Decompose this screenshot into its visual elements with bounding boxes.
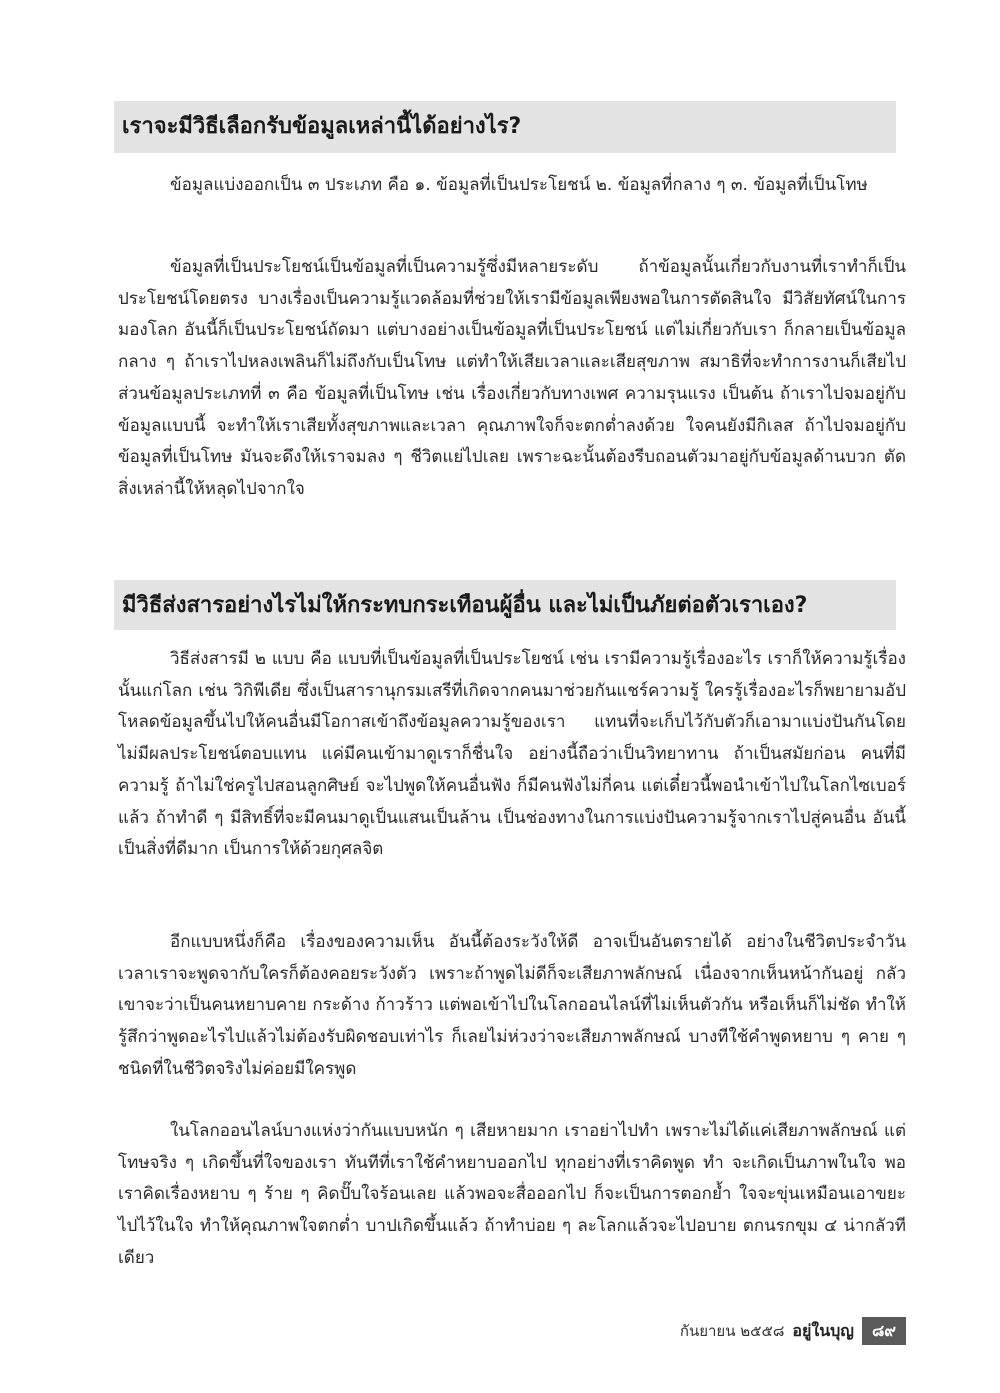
page-number: ๘๙ [862,1317,906,1345]
paragraph-useful-information: ข้อมูลที่เป็นประโยชน์เป็นข้อมูลที่เป็นความรู้ซึ่งมีหลายระดับ ถ้าข้อมูลนั้นเกี่ยวกับงานที่เราทำก็เป็นประโยชน์โดยตรง บางเรื่องเป็นความรู้แวดล้อมที่ช่วยให้เรามีข้อมูลเพียงพอในการตัดสินใจ มีวิสัยทัศน์ในการมองโลก อันนี้ก็เป็นประโยชน์ถัดมา แต่บางอย่างเป็นข้อมูลที่เป็นประโยชน์ แต่ไม่เกี่ยวกับเรา ก็กลายเป็นข้อมูลกลาง ๆ ถ้าเราไปหลงเพลินก็ไม่ถึงกับเป็นโทษ แต่ทำให้เสียเวลาและเสียสุขภาพ สมาธิที่จะทำการงานก็เสียไป ส่วนข้อมูลประเภทที่ ๓ คือ ข้อมูลที่เป็นโทษ เช่น เรื่องเกี่ยวกับทางเพศ ความรุนแรง เป็นต้น ถ้าเราไปจมอยู่กับข้อมูลแบบนี้ จะทำให้เราเสียทั้งสุขภาพและเวลา คุณภาพใจก็จะตกต่ำลงด้วย ใจคนยังมีกิเลส ถ้าไปจมอยู่กับข้อมูลที่เป็นโทษ มันจะดึงให้เราจมลง ๆ ชีวิตแย่ไปเลย เพราะฉะนั้นต้องรีบถอนตัวมาอยู่กับข้อมูลด้านบวก ตัดสิ่งเหล่านี้ให้หลุดไปจากใจ [118,257,906,499]
magazine-title: อยู่ในบุญ [792,1320,854,1340]
issue-date: กันยายน ๒๕๕๘ [679,1322,785,1340]
section-heading-choose-information: เราจะมีวิธีเลือกรับข้อมูลเหล่านี้ได้อย่างไร? [114,101,896,153]
paragraph-opinions-online: อีกแบบหนึ่งก็คือ เรื่องของความเห็น อันนี้ต้องระวังให้ดี อาจเป็นอันตรายได้ อย่างในชีวิตประจำวัน เวลาเราจะพูดจากับใครก็ต้องคอยระวังตัว เพราะถ้าพูดไม่ดีก็จะเสียภาพลักษณ์ เนื่องจากเห็นหน้ากันอยู่ กลัวเขาจะว่าเป็นคนหยาบคาย กระด้าง ก้าวร้าว แต่พอเข้าไปในโลกออนไลน์ที่ไม่เห็นตัวกัน หรือเห็นก็ไม่ชัด ทำให้รู้สึกว่าพูดอะไรไปแล้วไม่ต้องรับผิดชอบเท่าไร ก็เลยไม่ห่วงว่าจะเสียภาพลักษณ์ บางทีใช้คำพูดหยาบ ๆ คาย ๆ ชนิดที่ในชีวิตจริงไม่ค่อยมีใครพูด [118,932,906,1079]
page-footer [680,1316,906,1346]
paragraph-harsh-words: ในโลกออนไลน์บางแห่งว่ากันแบบหนัก ๆ เสียหายมาก เราอย่าไปทำ เพราะไม่ได้แค่เสียภาพลักษณ์ แต่โทษจริง ๆ เกิดขึ้นที่ใจของเรา ทันทีที่เราใช้คำหยาบออกไป ทุกอย่างที่เราคิดพูด ทำ จะเกิดเป็นภาพในใจ พอเราคิดเรื่องหยาบ ๆ ร้าย ๆ คิดปั๊บใจร้อนเลย แล้วพอจะสื่อออกไป ก็จะเป็นการตอกย้ำ ใจจะขุ่นเหมือนเอาขยะไปไว้ในใจ ทำให้คุณภาพใจตกต่ำ บาปเกิดขึ้นแล้ว ถ้าทำบ่อย ๆ ละโลกแล้วจะไปอบาย ตกนรกขุม ๔ น่ากลัวทีเดียว [118,1121,906,1268]
paragraph-information-types: ข้อมูลแบ่งออกเป็น ๓ ประเภท คือ ๑. ข้อมูลที่เป็นประโยชน์ ๒. ข้อมูลที่กลาง ๆ ๓. ข้อมูลที่เป็นโทษ [170,175,868,195]
paragraph-sharing-knowledge: วิธีส่งสารมี ๒ แบบ คือ แบบที่เป็นข้อมูลที่เป็นประโยชน์ เช่น เรามีความรู้เรื่องอะไร เราก็ให้ความรู้เรื่องนั้นแก่โลก เช่น วิกิพีเดีย ซึ่งเป็นสารานุกรมเสรีที่เกิดจากคนมาช่วยกันแชร์ความรู้ ใครรู้เรื่องอะไรก็พยายามอัปโหลดข้อมูลขึ้นไปให้คนอื่นมีโอกาสเข้าถึงข้อมูลความรู้ของเรา แทนที่จะเก็บไว้กับตัวก็เอามาแบ่งปันกันโดยไม่มีผลประโยชน์ตอบแทน แค่มีคนเข้ามาดูเราก็ชื่นใจ อย่างนี้ถือว่าเป็นวิทยาทาน ถ้าเป็นสมัยก่อน คนที่มีความรู้ ถ้าไม่ใช่ครูไปสอนลูกศิษย์ จะไปพูดให้คนอื่นฟัง ก็มีคนฟังไม่กี่คน แต่เดี๋ยวนี้พอนำเข้าไปในโลกไซเบอร์แล้ว ถ้าทำดี ๆ มีสิทธิ์ที่จะมีคนมาดูเป็นแสนเป็นล้าน เป็นช่องทางในการแบ่งปันความรู้จากเราไปสู่คนอื่น อันนี้เป็นสิ่งที่ดีมาก เป็นการให้ด้วยกุศลจิต [118,649,906,860]
section-heading-how-to-communicate: มีวิธีส่งสารอย่างไรไม่ให้กระทบกระเทือนผู้อื่น และไม่เป็นภัยต่อตัวเราเอง? [114,580,896,630]
